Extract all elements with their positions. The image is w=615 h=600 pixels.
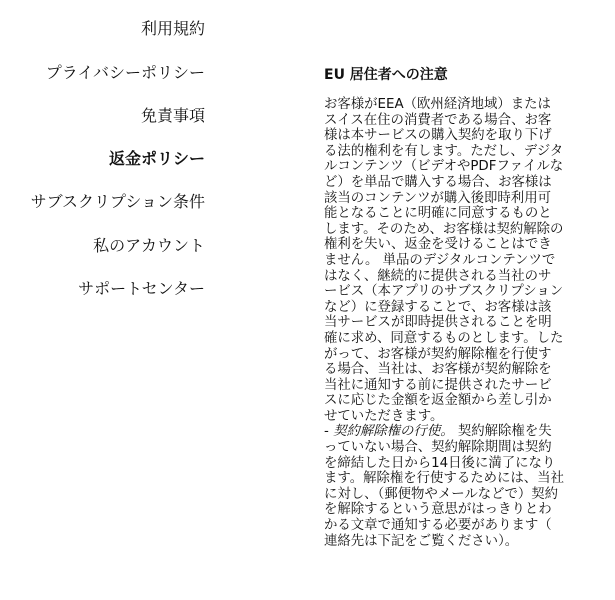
refund-policy-content	[324, 0, 564, 600]
eu-notice-paragraph-1: お客様がEEA（欧州経済地域）またはスイス在住の消費者である場合、お客様は本サービスの購入契約を取り下げる法的権利を有します。ただし、デジタルコンテンツ（ビデオやPDFファイルなど）を単品で購入する場合、お客様は該当のコンテンツが購入後即時利用可能となることに明確に同意するものとします。そのため、お客様は契約解除の権利を失い、返金を受けることはできません。 単品のデジタルコンテンツではなく、継続的に提供される当社のサービス（本アプリのサブスクリプションなど）に登録することで、お客様は該当サービスが即時提供されることを明確に求め、同意するものとします。したがって、お客様が契約解除権を行使する場合、当社は、お客様が契約解除を当社に通知する前に提供されたサービスに応じた金額を返金額から差し引かせていただきます。	[324, 97, 564, 424]
withdrawal-text: 契約解除権を失っていない場合、契約解除期間は契約を締結した日から14日後に満了になります。解除権を行使するためには、当社に対し、（郵便物やメールなどで）契約を解除するという意思がはっきりとわかる文章で通知する必要があります（連絡先は下記をご覧ください）。	[324, 424, 564, 549]
sidebar-item-support-center[interactable]: サポートセンター	[78, 279, 205, 298]
sidebar-item-disclaimer[interactable]: 免責事項	[140, 106, 205, 125]
sidebar-item-terms-of-use[interactable]: 利用規約	[140, 19, 205, 38]
withdrawal-right-paragraph	[324, 424, 564, 549]
sidebar-item-subscription-terms[interactable]: サブスクリプション条件	[30, 192, 205, 211]
withdrawal-bullet: -	[324, 424, 334, 440]
sidebar-item-privacy-policy[interactable]: プライバシーポリシー	[45, 63, 205, 82]
withdrawal-heading: 契約解除権の行使。	[333, 424, 454, 440]
sidebar-item-refund-policy[interactable]: 返金ポリシー	[108, 149, 205, 168]
sidebar-item-my-account[interactable]: 私のアカウント	[93, 236, 205, 255]
section-title-eu-residents: EU 居住者への注意	[324, 66, 448, 83]
eu-notice-body	[324, 97, 564, 549]
legal-sidebar-nav	[0, 0, 205, 600]
